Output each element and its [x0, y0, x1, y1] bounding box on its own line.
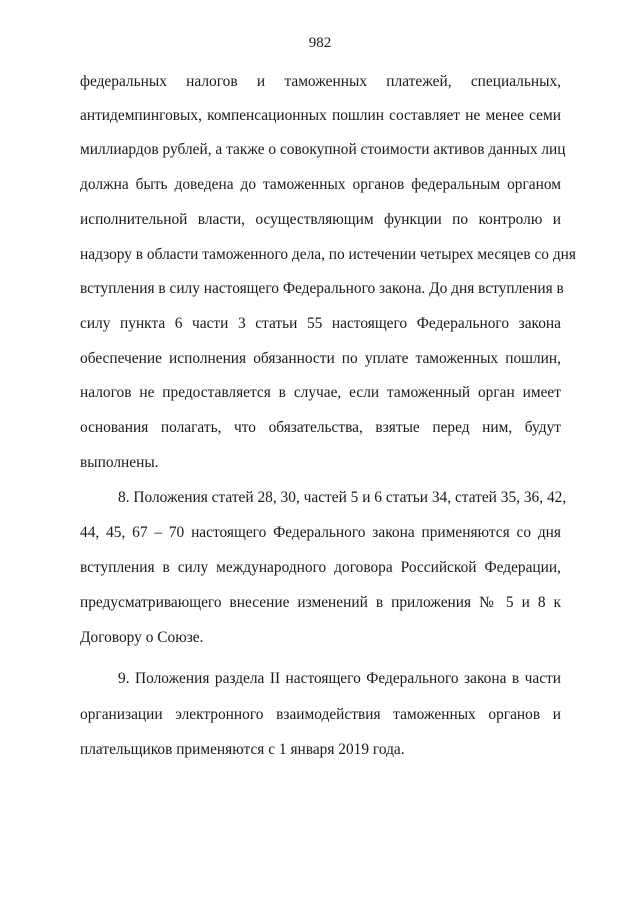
text-line: антидемпинговых, компенсационных пошлин составляет не менее семи: [80, 107, 561, 124]
text-line: предусматривающего внесение изменений в приложения № 5 и 8 к: [80, 594, 561, 611]
text-line: вступления в силу международного договора Российской Федерации,: [80, 559, 561, 576]
text-line: обеспечение исполнения обязанности по уплате таможенных пошлин,: [80, 350, 561, 367]
text-line: должна быть доведена до таможенных органов федеральным органом: [80, 176, 561, 193]
page-number: 982: [308, 35, 332, 51]
text-line: основания полагать, что обязательства, взятые перед ним, будут: [80, 419, 561, 436]
text-line: налогов не предоставляется в случае, если таможенный орган имеет: [80, 384, 561, 401]
text-line: надзору в области таможенного дела, по истечении четырех месяцев со дня: [80, 246, 577, 263]
text-line: вступления в силу настоящего Федерального закона. До дня вступления в: [80, 280, 564, 297]
text-line: миллиардов рублей, а также о совокупной стоимости активов данных лиц: [80, 141, 566, 158]
text-line: федеральных налогов и таможенных платежей, специальных,: [80, 73, 561, 90]
text-line: организации электронного взаимодействия таможенных органов и: [80, 706, 561, 723]
text-line: 44, 45, 67 – 70 настоящего Федерального закона применяются со дня: [80, 524, 561, 541]
text-line: плательщиков применяются с 1 января 2019 года.: [80, 741, 405, 758]
text-line: выполнены.: [80, 454, 159, 471]
text-line: 8. Положения статей 28, 30, частей 5 и 6 статьи 34, статей 35, 36, 42,: [118, 489, 567, 506]
text-line: 9. Положения раздела II настоящего Федерального закона в части: [118, 670, 561, 687]
text-line: исполнительной власти, осуществляющим функции по контролю и: [80, 211, 561, 228]
text-line: силу пункта 6 части 3 статьи 55 настоящего Федерального закона: [80, 315, 561, 332]
text-line: Договору о Союзе.: [80, 629, 204, 646]
